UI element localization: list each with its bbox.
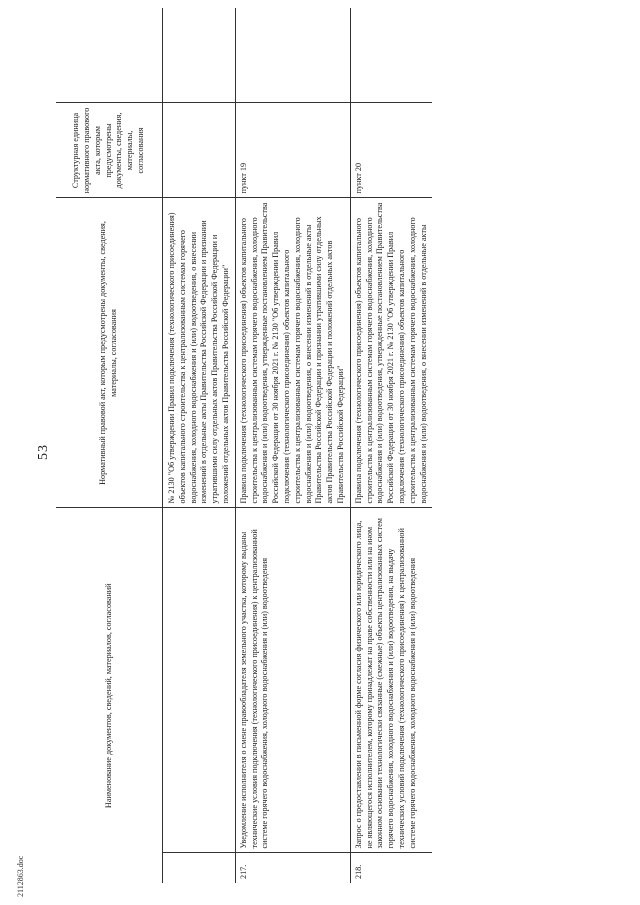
footer-filename: 2112863.doc <box>16 855 25 897</box>
row-extra <box>235 8 350 103</box>
header-name: Наименование документов, сведений, материалов, согласований <box>56 508 163 883</box>
row-number: 218. <box>350 853 432 883</box>
row-unit: пункт 20 <box>350 103 432 198</box>
table-header-row <box>56 8 163 883</box>
row-act: Правила подключения (технологического присоединения) объектов капитального строительства к централизованным системам горячего водоснабжения, холодного водоснабжения и (или) водоотведения, утвержденные постановлением Правительства Российской Федерации от 30 ноября 2021 г. № 2130 "Об утверждении Правил подключения (технологического присоединения) объектов капитального строительства к централизованным системам горячего водоснабжения, холодного водоснабжения и (или) водоотведения, о внесении изменений в отдельные акты <box>350 198 432 508</box>
row-name <box>163 508 236 853</box>
page-number: 53 <box>36 444 51 460</box>
table-row <box>235 8 350 883</box>
header-act: Нормативный правовой акт, которым предусмотрены документы, сведения, материалы, согласования <box>56 198 163 508</box>
row-act: Правила подключения (технологического присоединения) объектов капитального строительства к централизованным системам горячего водоснабжения, холодного водоснабжения и (или) водоотведения, утвержденные постановлением Правительства Российской Федерации от 30 ноября 2021 г. № 2130 "Об утверждении Правил подключения (технологического присоединения) объектов капитального строительства к централизованным системам горячего водоснабжения, холодного водоснабжения и (или) водоотведения, о внесении изменений в отдельные акты Правительства Российской Федерации и признании утратившими силу отдельных актов Правительства Российской Федерации и положений отдельных актов Правительства Российской Федерации" <box>235 198 350 508</box>
row-name: Уведомление исполнителя о смене правообладателя земельного участка, которому выданы технические условия подключения (технологического присоединения) к централизованной системе горячего водоснабжения, холодного водоснабжения и (или) водоотведения <box>235 508 350 853</box>
row-number: 217. <box>235 853 350 883</box>
header-empty <box>56 8 163 103</box>
row-unit <box>163 103 236 198</box>
row-extra <box>350 8 432 103</box>
row-number <box>163 853 236 883</box>
header-unit: Структурная единица нормативного правового акта, которым предусмотрены документы, сведения, материалы, согласования <box>56 103 163 198</box>
row-unit: пункт 19 <box>235 103 350 198</box>
row-extra <box>163 8 236 103</box>
row-name: Запрос о предоставлении в письменной форме согласия физического или юридического лица, не являющегося исполнителем, которому принадлежат на праве собственности или на ином законном основании технологически связанные (смежные) объекты централизованных систем горячего водоснабжения, холодного водоснабжения и (или) водоотведения, на выдачу технических условий подключения (технологического присоединения) к централизованной системе горячего водоснабжения, холодного водоснабжения и (или) водоотведения <box>350 508 432 853</box>
row-act: № 2130 "Об утверждении Правил подключения (технологического присоединения) объектов капитального строительства к централизованным системам горячего водоснабжения, холодного водоснабжения и (или) водоотведения, о внесении изменений в отдельные акты Правительства Российской Федерации и признании утратившими силу отдельных актов Правительства Российской Федерации и положений отдельных актов Правительства Российской Федерации" <box>163 198 236 508</box>
table-row <box>163 8 236 883</box>
table-row <box>350 8 432 883</box>
document-table <box>56 8 432 883</box>
